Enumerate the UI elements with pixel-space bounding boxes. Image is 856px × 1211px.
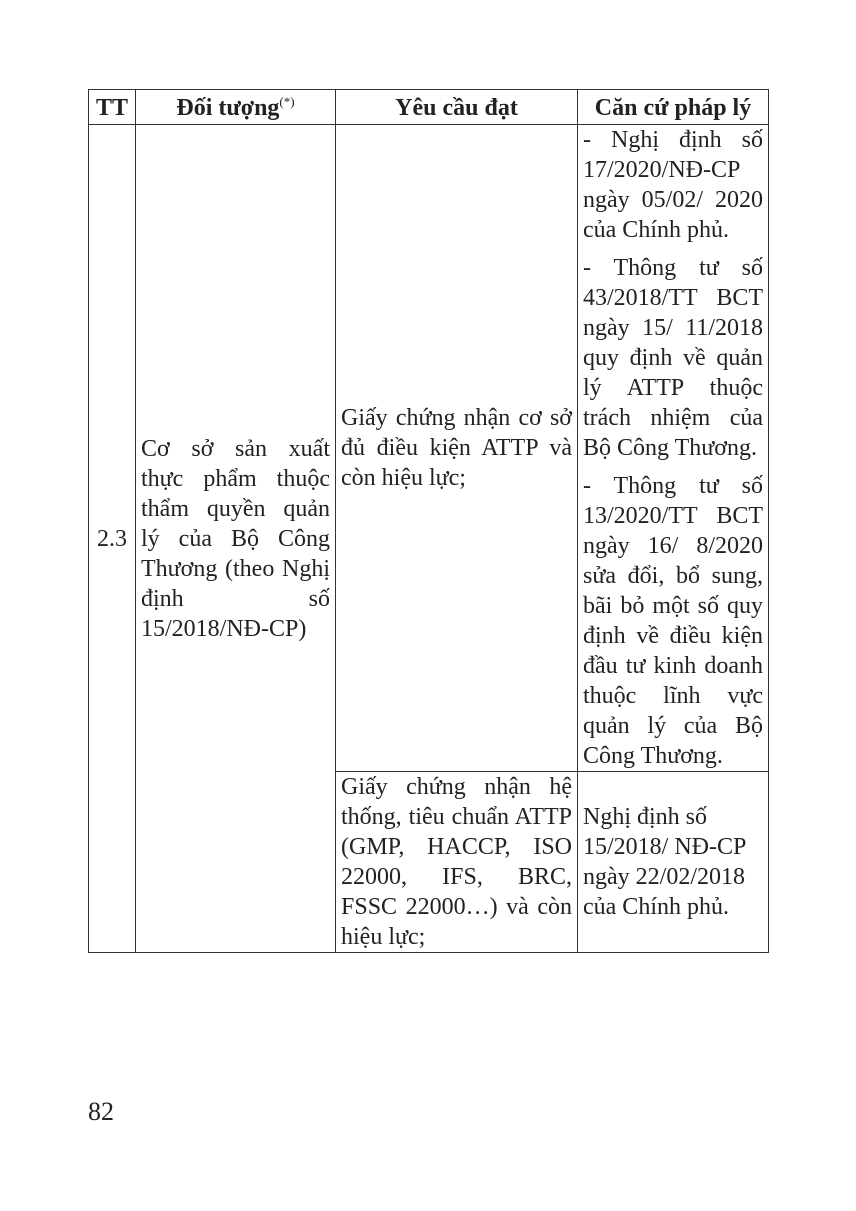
header-object-label: Đối tượng: [176, 94, 280, 121]
table-header-row: [89, 90, 769, 125]
regulation-table-container: [88, 89, 768, 953]
legal-basis-cell-2: Nghị định số 15/2018/ NĐ-CP ngày 22/02/2018 của Chính phủ.: [578, 772, 769, 953]
legal-item-3: - Thông tư số 13/2020/TT BCT ngày 16/ 8/2020 sửa đổi, bổ sung, bãi bỏ một số quy định về điều kiện đầu tư kinh doanh thuộc lĩnh vực quản lý của Bộ Công Thương.: [583, 473, 763, 769]
row-object-cell: Cơ sở sản xuất thực phẩm thuộc thẩm quyền quản lý của Bộ Công Thương (theo Nghị định số 15/2018/NĐ-CP): [136, 125, 336, 953]
requirement-cell-1: Giấy chứng nhận cơ sở đủ điều kiện ATTP và còn hiệu lực;: [336, 125, 578, 772]
regulation-table: [88, 89, 769, 953]
header-legal-basis: Căn cứ pháp lý: [578, 90, 769, 125]
header-tt: TT: [89, 90, 136, 125]
header-requirement: Yêu cầu đạt: [336, 90, 578, 125]
header-object-footnote-mark: (*): [279, 93, 295, 109]
requirement-cell-2: Giấy chứng nhận hệ thống, tiêu chuẩn ATTP (GMP, HACCP, ISO 22000, IFS, BRC, FSSC 22000…) và còn hiệu lực;: [336, 772, 578, 953]
table-row: [89, 125, 769, 772]
page-number: 82: [88, 1097, 114, 1126]
header-object: [136, 90, 336, 125]
legal-item-2: - Thông tư số 43/2018/TT BCT ngày 15/ 11/2018 quy định về quản lý ATTP thuộc trách nhiệm của Bộ Công Thương.: [583, 255, 763, 461]
legal-basis-cell-1: [578, 125, 769, 772]
legal-item-1: - Nghị định số 17/2020/NĐ-CP ngày 05/02/ 2020 của Chính phủ.: [583, 127, 763, 243]
row-tt-cell: 2.3: [89, 125, 136, 953]
